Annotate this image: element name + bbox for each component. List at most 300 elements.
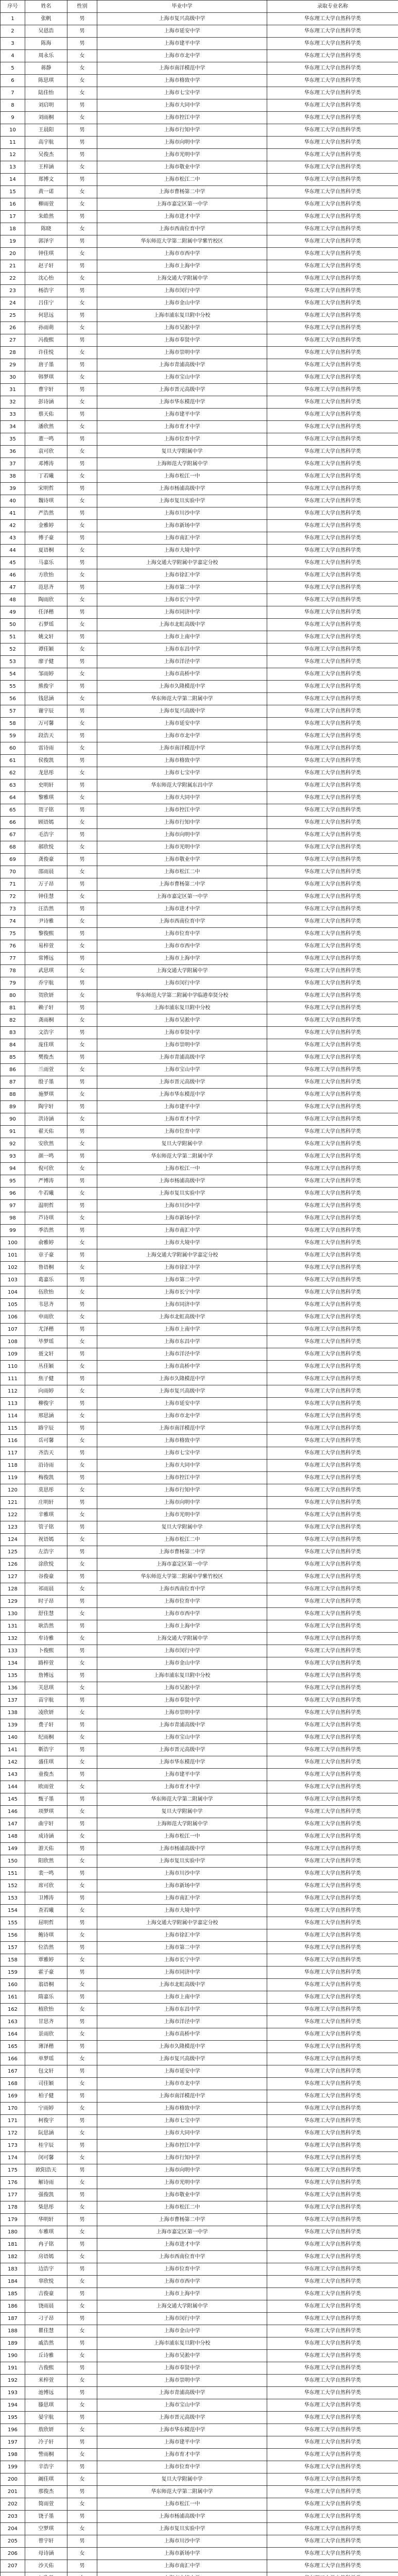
cell-school: 上海市松江一中 <box>97 2498 267 2511</box>
cell-gender: 女 <box>67 1435 97 1447</box>
cell-school: 上海市北虹高级中学 <box>97 1311 267 1324</box>
cell-school: 上海市复兴高级中学 <box>97 13 267 25</box>
cell-school: 上海市进才中学 <box>97 211 267 223</box>
table-row <box>1 779 398 792</box>
cell-gender: 女 <box>67 1460 97 1472</box>
table-row <box>1 1732 398 1744</box>
cell-name: 冷子轩 <box>25 2436 67 2449</box>
cell-school: 上海交通大学附属中学 <box>97 273 267 285</box>
cell-gender: 男 <box>67 2313 97 2325</box>
cell-school: 上海市金山中学 <box>97 297 267 310</box>
cell-major: 华东理工大学自然科学类 <box>267 668 398 681</box>
cell-gender: 女 <box>67 495 97 507</box>
cell-name: 辛浩宇 <box>25 2461 67 2473</box>
table-row <box>1 1385 398 1398</box>
cell-school: 上海市复旦实验中学 <box>97 1188 267 1200</box>
cell-gender: 女 <box>67 643 97 656</box>
table-row <box>1 1472 398 1484</box>
cell-index: 83 <box>1 1027 25 1039</box>
cell-name: 邓博涛 <box>25 458 67 470</box>
cell-index: 20 <box>1 248 25 260</box>
table-row <box>1 2226 398 2239</box>
cell-name: 关思琪 <box>25 1682 67 1694</box>
cell-index: 64 <box>1 792 25 804</box>
cell-major: 华东理工大学自然科学类 <box>267 705 398 718</box>
cell-school: 上海市西南位育中学 <box>97 1583 267 1596</box>
table-row <box>1 1558 398 1571</box>
cell-name: 柏子健 <box>25 2090 67 2103</box>
cell-major: 华东理工大学自然科学类 <box>267 495 398 507</box>
cell-index: 193 <box>1 2387 25 2399</box>
cell-name: 段浩天 <box>25 730 67 742</box>
table-row <box>1 755 398 767</box>
cell-index: 21 <box>1 260 25 273</box>
cell-name: 简雨萱 <box>25 2498 67 2511</box>
cell-index: 140 <box>1 1732 25 1744</box>
cell-index: 41 <box>1 507 25 520</box>
cell-index: 50 <box>1 619 25 631</box>
table-row <box>1 606 398 619</box>
cell-gender: 男 <box>67 1892 97 1905</box>
cell-index: 105 <box>1 1299 25 1311</box>
cell-major: 华东理工大学自然科学类 <box>267 1212 398 1225</box>
cell-school: 上海市洋泾中学 <box>97 656 267 668</box>
cell-school: 上海市第二中学 <box>97 582 267 594</box>
cell-major: 华东理工大学自然科学类 <box>267 1917 398 1929</box>
cell-index: 127 <box>1 1571 25 1583</box>
cell-name: 祁雨晨 <box>25 1583 67 1596</box>
header-gender: 性别 <box>67 1 97 13</box>
table-row <box>1 384 398 396</box>
cell-name: 辛雅琪 <box>25 1509 67 1521</box>
cell-major: 华东理工大学自然科学类 <box>267 1831 398 1843</box>
cell-index: 178 <box>1 2201 25 2214</box>
cell-name: 葛嘉乐 <box>25 1274 67 1286</box>
table-row <box>1 817 398 829</box>
cell-major: 华东理工大学自然科学类 <box>267 1336 398 1348</box>
cell-major: 华东理工大学自然科学类 <box>267 2337 398 2350</box>
cell-major: 华东理工大学自然科学类 <box>267 2473 398 2486</box>
table-row <box>1 2065 398 2078</box>
cell-name: 詹博远 <box>25 1670 67 1682</box>
cell-major: 华东理工大学自然科学类 <box>267 87 398 99</box>
cell-name: 谭佳颖 <box>25 643 67 656</box>
cell-name: 舒佳慧 <box>25 1608 67 1620</box>
cell-school: 上海市上海中学 <box>97 953 267 965</box>
table-row <box>1 1150 398 1163</box>
cell-school: 上海市浦东复旦附中分校 <box>97 310 267 322</box>
cell-name: 朱皓然 <box>25 211 67 223</box>
cell-index: 25 <box>1 310 25 322</box>
cell-index: 80 <box>1 990 25 1002</box>
cell-index: 155 <box>1 1917 25 1929</box>
table-row <box>1 1014 398 1027</box>
cell-school: 上海市南汇中学 <box>97 532 267 545</box>
cell-school: 上海市市西中学 <box>97 1608 267 1620</box>
cell-school: 上海市奉贤中学 <box>97 1027 267 1039</box>
cell-gender: 女 <box>67 1212 97 1225</box>
cell-name: 饶子墨 <box>25 2511 67 2523</box>
cell-name: 梅俊凯 <box>25 1472 67 1484</box>
cell-gender: 女 <box>67 1484 97 1497</box>
cell-name: 兰雨萱 <box>25 1064 67 1076</box>
cell-major: 华东理工大学自然科学类 <box>267 2263 398 2276</box>
table-row <box>1 1967 398 1979</box>
cell-major: 华东理工大学自然科学类 <box>267 1670 398 1682</box>
cell-major: 华东理工大学自然科学类 <box>267 1534 398 1546</box>
cell-school: 上海交通大学附属中学嘉定分校 <box>97 557 267 569</box>
cell-name: 涂欣悦 <box>25 1558 67 1571</box>
cell-school: 上海市吴淞中学 <box>97 322 267 334</box>
cell-major: 华东理工大学自然科学类 <box>267 1645 398 1657</box>
cell-name: 席可欣 <box>25 1880 67 1892</box>
cell-name: 尹诗雅 <box>25 916 67 928</box>
cell-name: 那俊杰 <box>25 2486 67 2498</box>
cell-name: 曲宇轩 <box>25 1818 67 1831</box>
cell-major: 华东理工大学自然科学类 <box>267 829 398 841</box>
header-name: 姓名 <box>25 1 67 13</box>
cell-name: 米梓萱 <box>25 2375 67 2387</box>
cell-name: 刁子昂 <box>25 2313 67 2325</box>
cell-major: 华东理工大学自然科学类 <box>267 223 398 235</box>
cell-index: 118 <box>1 1460 25 1472</box>
cell-name: 滕思琪 <box>25 2399 67 2412</box>
cell-major: 华东理工大学自然科学类 <box>267 1472 398 1484</box>
table-row <box>1 1991 398 2004</box>
cell-major: 华东理工大学自然科学类 <box>267 433 398 446</box>
table-row <box>1 62 398 75</box>
cell-gender: 男 <box>67 2412 97 2424</box>
cell-major: 华东理工大学自然科学类 <box>267 2065 398 2078</box>
cell-gender: 女 <box>67 62 97 75</box>
cell-name: 黄一诺 <box>25 186 67 198</box>
cell-index: 6 <box>1 75 25 87</box>
table-row <box>1 520 398 532</box>
cell-index: 196 <box>1 2424 25 2436</box>
cell-index: 111 <box>1 1373 25 1385</box>
cell-major: 华东理工大学自然科学类 <box>267 75 398 87</box>
cell-gender: 女 <box>67 371 97 384</box>
cell-name: 彭诗涵 <box>25 396 67 409</box>
cell-gender: 男 <box>67 384 97 396</box>
cell-gender: 女 <box>67 2103 97 2115</box>
cell-gender: 男 <box>67 903 97 916</box>
cell-name: 古俊熙 <box>25 2362 67 2375</box>
cell-school: 上海市位育中学 <box>97 2461 267 2473</box>
cell-major: 华东理工大学自然科学类 <box>267 1311 398 1324</box>
cell-gender: 男 <box>67 1249 97 1262</box>
cell-name: 何思远 <box>25 310 67 322</box>
cell-major: 华东理工大学自然科学类 <box>267 371 398 384</box>
cell-major: 华东理工大学自然科学类 <box>267 1694 398 1707</box>
cell-index: 142 <box>1 1756 25 1769</box>
cell-school: 上海市延安中学 <box>97 718 267 730</box>
cell-index: 5 <box>1 62 25 75</box>
cell-school: 上海市西南位育中学 <box>97 916 267 928</box>
cell-name: 欧阳浩天 <box>25 2164 67 2177</box>
cell-school: 上海市久隆模范中学 <box>97 681 267 693</box>
cell-index: 95 <box>1 1175 25 1188</box>
cell-index: 180 <box>1 2226 25 2239</box>
cell-school: 上海市长宁中学 <box>97 594 267 606</box>
cell-school: 上海市宝山中学 <box>97 2399 267 2412</box>
cell-name: 景雨欣 <box>25 2028 67 2041</box>
cell-index: 16 <box>1 198 25 211</box>
cell-major: 华东理工大学自然科学类 <box>267 817 398 829</box>
table-row <box>1 1855 398 1868</box>
cell-name: 唐子墨 <box>25 359 67 371</box>
cell-name: 辜欣悦 <box>25 2276 67 2288</box>
table-row <box>1 1917 398 1929</box>
cell-gender: 女 <box>67 2226 97 2239</box>
cell-index: 165 <box>1 2041 25 2053</box>
cell-name: 屈明哲 <box>25 1917 67 1929</box>
table-row <box>1 446 398 458</box>
cell-name: 万可馨 <box>25 718 67 730</box>
cell-name: 尤泽楷 <box>25 1324 67 1336</box>
cell-index: 154 <box>1 1905 25 1917</box>
cell-gender: 女 <box>67 248 97 260</box>
cell-index: 91 <box>1 1126 25 1138</box>
table-row <box>1 1311 398 1324</box>
table-row <box>1 2201 398 2214</box>
cell-school: 上海市大同中学 <box>97 99 267 112</box>
cell-name: 严浩然 <box>25 507 67 520</box>
cell-name: 陶宇轩 <box>25 1101 67 1113</box>
cell-school: 上海市华东模范中学 <box>97 1756 267 1769</box>
cell-major: 华东理工大学自然科学类 <box>267 1942 398 1954</box>
cell-name: 毛浩宇 <box>25 829 67 841</box>
cell-school: 上海市华东模范中学 <box>97 1089 267 1101</box>
cell-index: 72 <box>1 891 25 903</box>
cell-school: 上海市位育中学 <box>97 928 267 940</box>
cell-name: 刘启明 <box>25 99 67 112</box>
cell-index: 187 <box>1 2313 25 2325</box>
cell-name: 靳浩宇 <box>25 1744 67 1756</box>
cell-index: 61 <box>1 755 25 767</box>
cell-name: 植欣怡 <box>25 2004 67 2016</box>
table-row <box>1 1670 398 1682</box>
table-row <box>1 1905 398 1917</box>
cell-school: 上海市晋元高级中学 <box>97 384 267 396</box>
cell-school: 上海市川沙中学 <box>97 507 267 520</box>
cell-gender: 男 <box>67 458 97 470</box>
cell-name: 裴一鸣 <box>25 1868 67 1880</box>
cell-name: 覃雅婷 <box>25 1954 67 1967</box>
cell-major: 华东理工大学自然科学类 <box>267 334 398 347</box>
cell-school: 上海市控江中学 <box>97 112 267 124</box>
cell-gender: 男 <box>67 2511 97 2523</box>
cell-major: 华东理工大学自然科学类 <box>267 1163 398 1175</box>
cell-name: 蒋静 <box>25 62 67 75</box>
table-row <box>1 50 398 62</box>
cell-index: 170 <box>1 2103 25 2115</box>
cell-index: 39 <box>1 483 25 495</box>
cell-school: 上海市松江一中 <box>97 470 267 483</box>
cell-name: 卫博涛 <box>25 1892 67 1905</box>
cell-gender: 女 <box>67 1237 97 1249</box>
table-row <box>1 1138 398 1150</box>
cell-major: 华东理工大学自然科学类 <box>267 1732 398 1744</box>
table-row <box>1 1818 398 1831</box>
cell-name: 瞿佳慧 <box>25 2325 67 2337</box>
table-row <box>1 235 398 248</box>
cell-index: 192 <box>1 2375 25 2387</box>
cell-index: 166 <box>1 2053 25 2065</box>
cell-index: 24 <box>1 297 25 310</box>
cell-gender: 男 <box>67 2115 97 2127</box>
cell-major: 华东理工大学自然科学类 <box>267 1682 398 1694</box>
cell-school: 上海市宝山中学 <box>97 1064 267 1076</box>
header-row <box>1 1 398 13</box>
cell-gender: 男 <box>67 928 97 940</box>
cell-gender: 男 <box>67 1694 97 1707</box>
cell-school: 上海市南洋模范中学 <box>97 62 267 75</box>
cell-gender: 女 <box>67 1929 97 1942</box>
cell-name: 文浩宇 <box>25 1027 67 1039</box>
cell-index: 107 <box>1 1324 25 1336</box>
cell-major: 华东理工大学自然科学类 <box>267 779 398 792</box>
table-row <box>1 2511 398 2523</box>
cell-index <box>1 2572 25 2576</box>
table-row <box>1 1596 398 1608</box>
cell-school: 上海市复兴高级中学 <box>97 705 267 718</box>
cell-name: 陈海 <box>25 38 67 50</box>
cell-school: 上海市进才中学 <box>97 2239 267 2251</box>
cell-index: 31 <box>1 384 25 396</box>
cell-index: 206 <box>1 2548 25 2560</box>
cell-major: 华东理工大学自然科学类 <box>267 1806 398 1818</box>
cell-major: 华东理工大学自然科学类 <box>267 532 398 545</box>
table-row <box>1 1892 398 1905</box>
cell-school: 上海市位育中学 <box>97 1596 267 1608</box>
cell-major: 华东理工大学自然科学类 <box>267 1089 398 1101</box>
cell-gender: 女 <box>67 1410 97 1422</box>
cell-name: 单梦瑶 <box>25 2053 67 2065</box>
cell-gender: 女 <box>67 2028 97 2041</box>
cell-gender: 女 <box>67 619 97 631</box>
table-row <box>1 2362 398 2375</box>
table-row <box>1 953 398 965</box>
cell-school: 华东师范大学第二附属中学 <box>97 1150 267 1163</box>
cell-name: 饶雨晨 <box>25 2300 67 2313</box>
cell-school: 上海市七宝中学 <box>97 767 267 779</box>
table-row <box>1 1002 398 1014</box>
cell-school: 上海市青浦高级中学 <box>97 1719 267 1732</box>
cell-major: 华东理工大学自然科学类 <box>267 1744 398 1756</box>
cell-index: 52 <box>1 643 25 656</box>
cell-gender: 男 <box>67 779 97 792</box>
table-row <box>1 458 398 470</box>
cell-index: 115 <box>1 1422 25 1435</box>
cell-school: 上海市闵行中学 <box>97 977 267 990</box>
cell-school: 上海市青浦高级中学 <box>97 359 267 371</box>
cell-major: 华东理工大学自然科学类 <box>267 1620 398 1633</box>
cell-major: 华东理工大学自然科学类 <box>267 2412 398 2424</box>
table-row <box>1 2424 398 2436</box>
cell-school: 上海市洋泾中学 <box>97 2016 267 2028</box>
cell-name: 路宇辰 <box>25 1422 67 1435</box>
table-row <box>1 1324 398 1336</box>
cell-index: 162 <box>1 2004 25 2016</box>
cell-name: 万子昂 <box>25 878 67 891</box>
cell-gender: 女 <box>67 1534 97 1546</box>
cell-major: 华东理工大学自然科学类 <box>267 1101 398 1113</box>
cell-school: 上海市东昌中学 <box>97 2004 267 2016</box>
cell-school: 上海交通大学附属中学 <box>97 2300 267 2313</box>
cell-index: 15 <box>1 186 25 198</box>
table-row <box>1 2375 398 2387</box>
cell-school: 复旦大学附属中学 <box>97 1521 267 1534</box>
cell-gender: 女 <box>67 2004 97 2016</box>
cell-gender: 男 <box>67 137 97 149</box>
cell-index: 108 <box>1 1336 25 1348</box>
cell-major: 华东理工大学自然科学类 <box>267 1361 398 1373</box>
cell-major: 华东理工大学自然科学类 <box>267 1756 398 1769</box>
cell-gender: 男 <box>67 1324 97 1336</box>
cell-gender: 女 <box>67 2251 97 2263</box>
cell-school: 上海市光明中学 <box>97 149 267 161</box>
cell-index: 14 <box>1 174 25 186</box>
cell-major: 华东理工大学自然科学类 <box>267 878 398 891</box>
table-row <box>1 1744 398 1756</box>
cell-major: 华东理工大学自然科学类 <box>267 1979 398 1991</box>
cell-major: 华东理工大学自然科学类 <box>267 124 398 137</box>
header-school: 毕业中学 <box>97 1 267 13</box>
cell-major: 华东理工大学自然科学类 <box>267 2523 398 2535</box>
cell-name: 祝语嫣 <box>25 1534 67 1546</box>
cell-major: 华东理工大学自然科学类 <box>267 2375 398 2387</box>
cell-index: 145 <box>1 1793 25 1806</box>
cell-name: 芦诗琪 <box>25 1212 67 1225</box>
cell-index: 82 <box>1 1014 25 1027</box>
cell-gender: 男 <box>67 1126 97 1138</box>
table-row <box>1 1756 398 1769</box>
table-row <box>1 2276 398 2288</box>
cell-index: 63 <box>1 779 25 792</box>
cell-name: 盛佳琪 <box>25 1756 67 1769</box>
cell-index: 65 <box>1 804 25 817</box>
cell-gender: 男 <box>67 1299 97 1311</box>
cell-gender: 女 <box>67 520 97 532</box>
cell-name: 潘欣然 <box>25 421 67 433</box>
cell-major: 华东理工大学自然科学类 <box>267 62 398 75</box>
cell-school: 上海市崇明中学 <box>97 2375 267 2387</box>
cell-index: 106 <box>1 1311 25 1324</box>
cell-gender: 男 <box>67 1917 97 1929</box>
cell-name: 龙思彤 <box>25 767 67 779</box>
cell-index: 23 <box>1 285 25 297</box>
cell-major: 华东理工大学自然科学类 <box>267 2560 398 2572</box>
cell-major: 华东理工大学自然科学类 <box>267 507 398 520</box>
cell-name: 石梦瑶 <box>25 619 67 631</box>
cell-school: 复旦大学附属中学 <box>97 1806 267 1818</box>
table-row <box>1 705 398 718</box>
cell-gender: 女 <box>67 1732 97 1744</box>
table-row <box>1 1868 398 1880</box>
cell-index: 76 <box>1 940 25 953</box>
cell-school: 上海交通大学附属中学 <box>97 1633 267 1645</box>
cell-school: 上海市七宝中学 <box>97 1447 267 1460</box>
cell-major: 华东理工大学自然科学类 <box>267 619 398 631</box>
table-row <box>1 928 398 940</box>
cell-school: 上海市育才中学 <box>97 421 267 433</box>
cell-school: 上海市育才中学 <box>97 2449 267 2461</box>
cell-major: 华东理工大学自然科学类 <box>267 1398 398 1410</box>
cell-major: 华东理工大学自然科学类 <box>267 742 398 755</box>
cell-gender: 男 <box>67 1002 97 1014</box>
cell-school: 上海市嘉定区第一中学 <box>97 1558 267 1571</box>
